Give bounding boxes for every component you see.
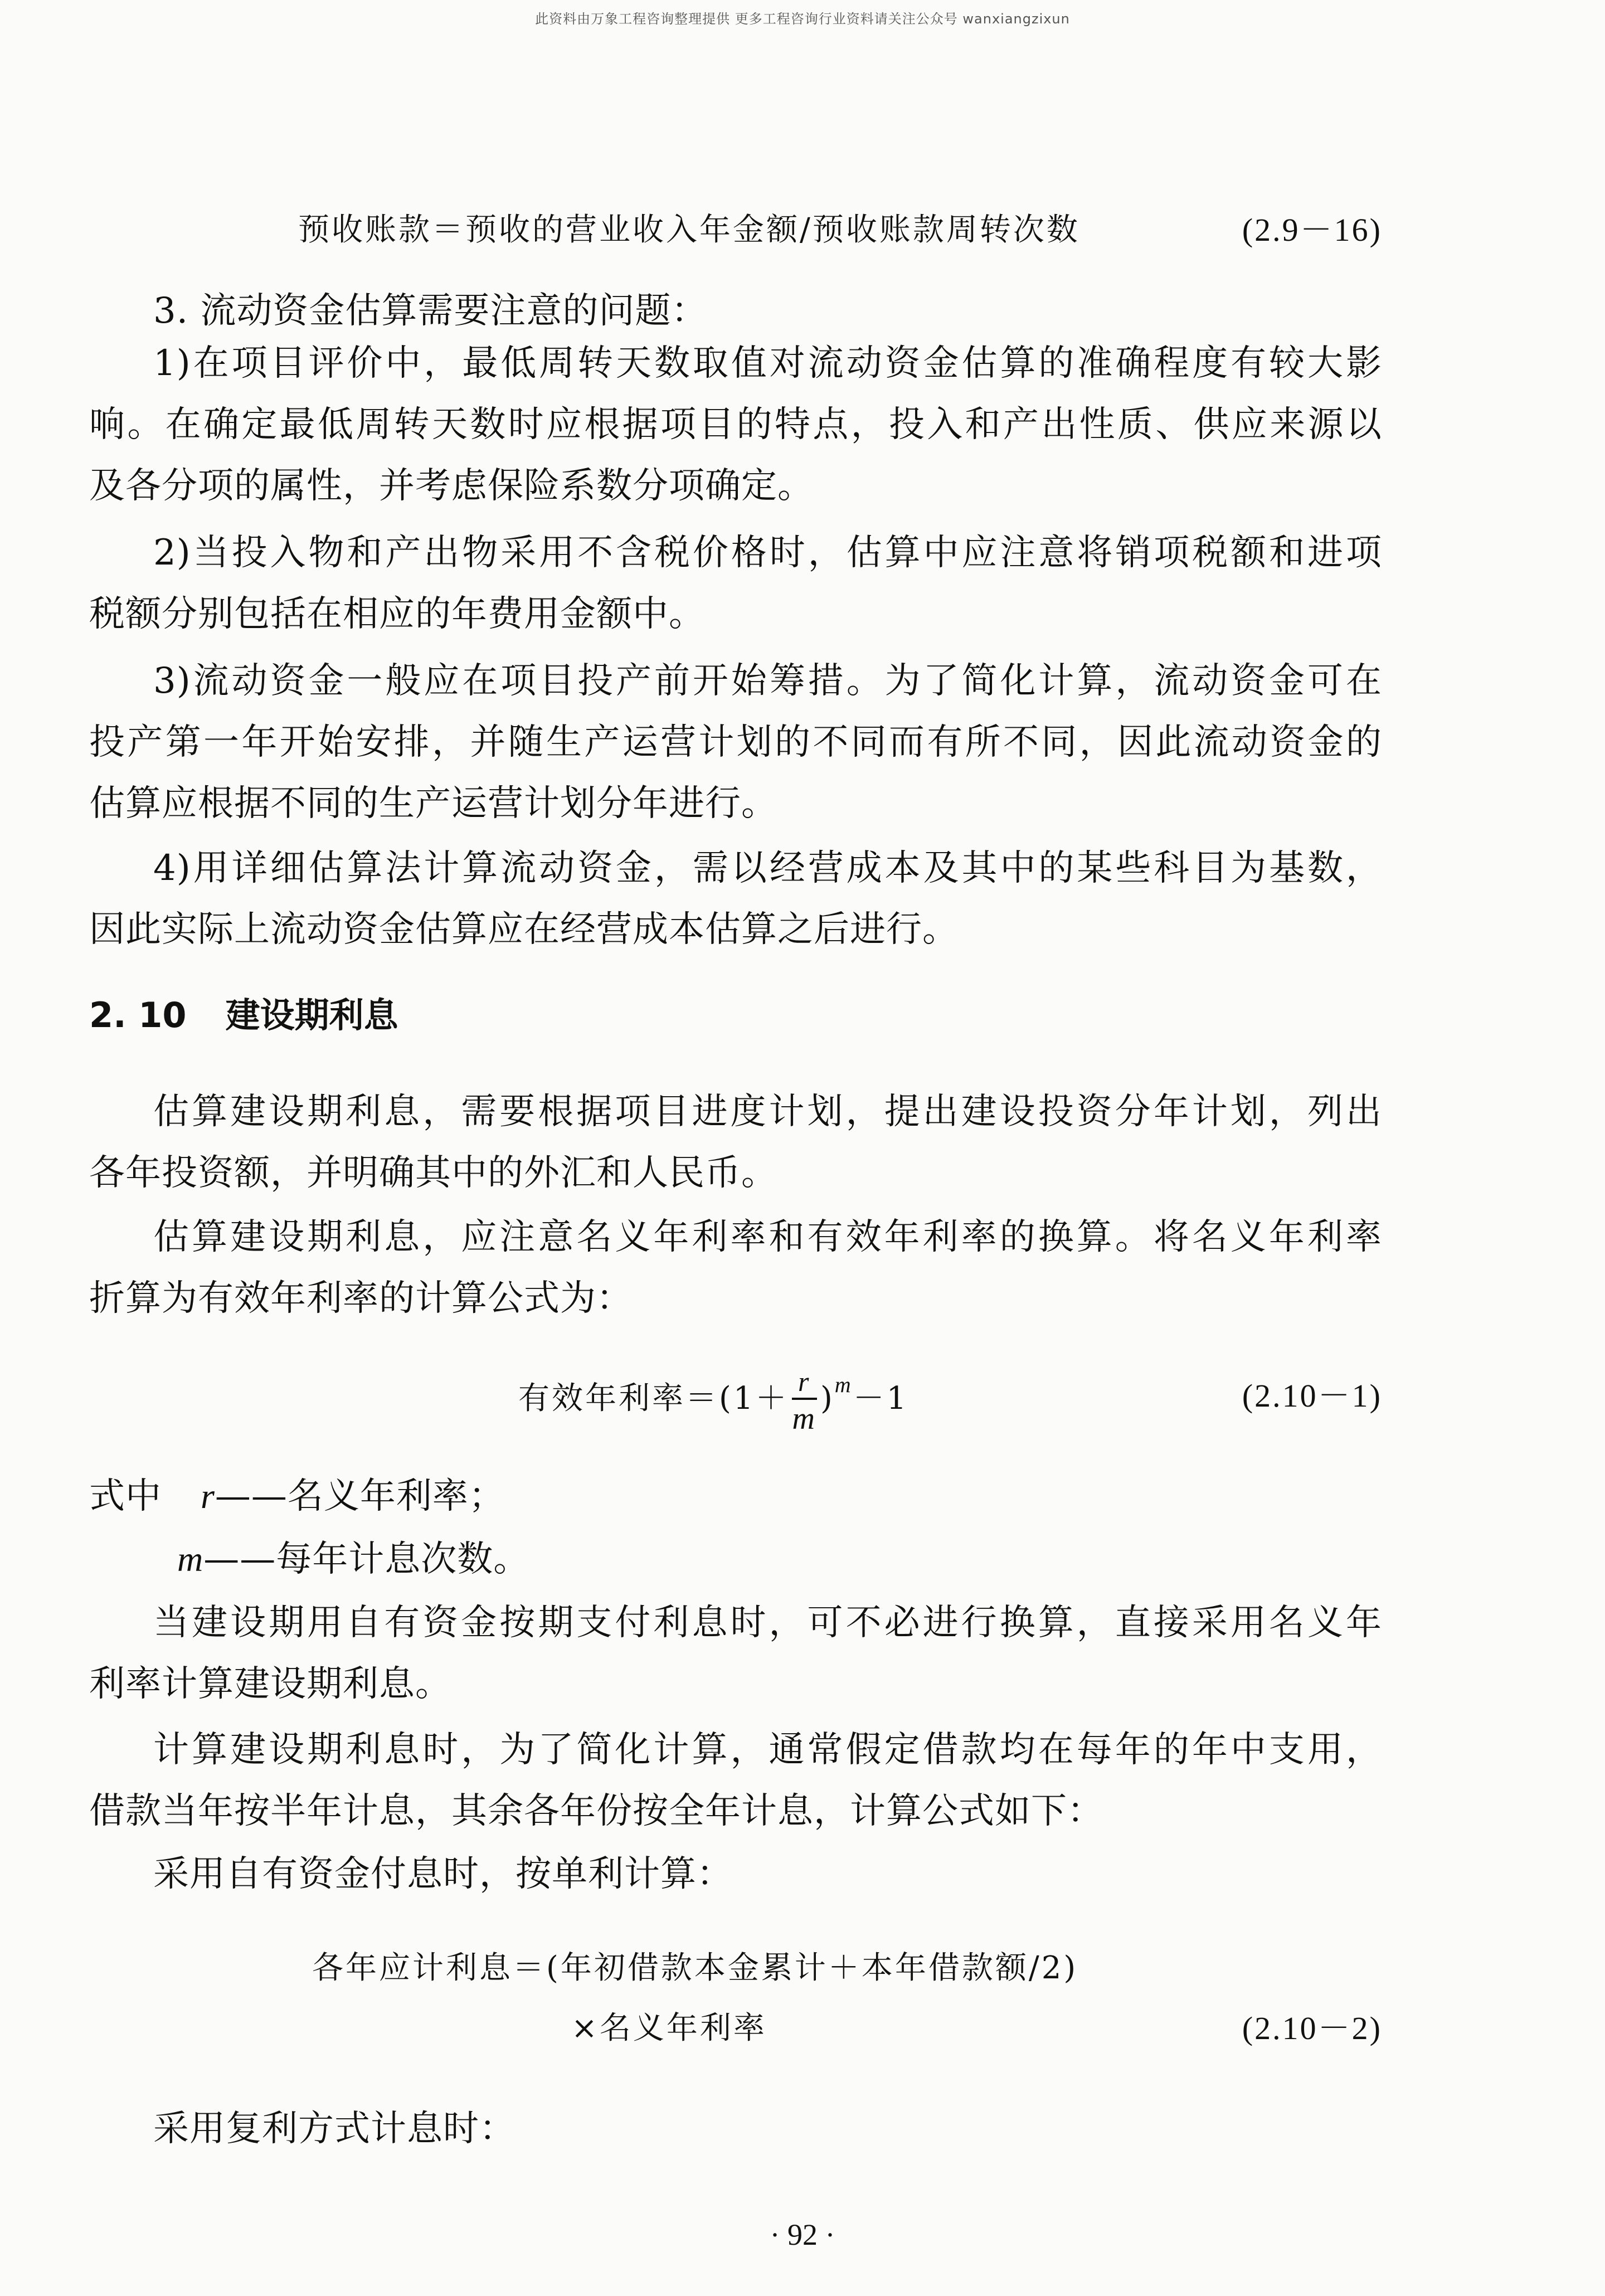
section-2-10-paragraph-5: 采用自有资金付息时，按单利计算： xyxy=(153,1854,733,1895)
variable-r: r xyxy=(201,1476,215,1516)
item-3-paragraph-3-line-3: 估算应根据不同的生产运营计划分年进行。 xyxy=(89,783,777,824)
item-3-paragraph-4-line-1: 4)用详细估算法计算流动资金，需以经营成本及其中的某些科目为基数， xyxy=(153,848,1382,889)
formula-2-10-1-exponent: m xyxy=(834,1372,853,1397)
document-header-note: 此资料由万象工程咨询整理提供 更多工程咨询行业资料请关注公众号 wanxiangzixun xyxy=(535,11,1070,27)
item-3-paragraph-3-line-2: 投产第一年开始安排，并随生产运营计划的不同而有所不同，因此流动资金的 xyxy=(89,722,1382,763)
section-heading xyxy=(89,993,398,1038)
item-3-title: 3. 流动资金估算需要注意的问题： xyxy=(153,290,708,332)
item-3-paragraph-2-line-1: 2)当投入物和产出物采用不含税价格时，估算中应注意将销项税额和进项 xyxy=(153,532,1382,573)
formula-2-10-2-number: (2.10－2) xyxy=(1242,2010,1382,2046)
section-2-10-paragraph-2-line-1: 估算建设期利息，应注意名义年利率和有效年利率的换算。将名义年利率 xyxy=(153,1217,1382,1258)
fraction-r-over-m xyxy=(792,1365,817,1436)
where-label: 式中 xyxy=(89,1476,162,1517)
variable-m-description: ——每年计息次数。 xyxy=(203,1539,530,1580)
section-2-10-paragraph-3-line-1: 当建设期用自有资金按期支付利息时，可不必进行换算，直接采用名义年 xyxy=(153,1602,1382,1643)
section-2-10-paragraph-4-line-2: 借款当年按半年计息，其余各年份按全年计息，计算公式如下： xyxy=(89,1791,1103,1832)
item-3-paragraph-2-line-2: 税额分别包括在相应的年费用金额中。 xyxy=(89,594,705,635)
section-2-10-paragraph-1-line-2: 各年投资额，并明确其中的外汇和人民币。 xyxy=(89,1152,777,1194)
section-2-10-paragraph-3-line-2: 利率计算建设期利息。 xyxy=(89,1663,451,1705)
where-r-line xyxy=(89,1474,1382,1519)
where-m-line xyxy=(177,1537,1348,1582)
section-number: 2. 10 xyxy=(89,995,187,1035)
item-3-paragraph-1-line-2: 响。在确定最低周转天数时应根据项目的特点，投入和产出性质、供应来源以 xyxy=(89,404,1382,445)
item-3-paragraph-1-line-1: 1)在项目评价中，最低周转天数取值对流动资金估算的准确程度有较大影 xyxy=(153,343,1382,384)
section-2-10-paragraph-6: 采用复利方式计息时： xyxy=(153,2108,515,2149)
variable-r-description: ——名义年利率； xyxy=(215,1476,505,1517)
item-3-paragraph-4-line-2: 因此实际上流动资金估算应在经营成本估算之后进行。 xyxy=(89,909,959,950)
page-number: · 92 · xyxy=(770,2218,835,2251)
fraction-denominator: m xyxy=(792,1401,817,1436)
formula-2-10-1-number: (2.10－1) xyxy=(1242,1378,1382,1414)
section-2-10-paragraph-2-line-2: 折算为有效年利率的计算公式为： xyxy=(89,1278,633,1319)
formula-2-10-1: 有效年利率＝(1＋ $\frac{r}{m}$ )$^m$－1 xyxy=(518,1365,909,1436)
item-3-paragraph-3-line-1: 3)流动资金一般应在项目投产前开始筹措。为了简化计算，流动资金可在 xyxy=(153,660,1382,702)
formula-2-10-2-line-2: ×名义年利率 xyxy=(571,2010,767,2046)
section-2-10-paragraph-4-line-1: 计算建设期利息时，为了简化计算，通常假定借款均在每年的年中支用， xyxy=(153,1729,1382,1770)
formula-2-10-2-line-1: 各年应计利息＝(年初借款本金累计＋本年借款额/2) xyxy=(312,1950,1078,1986)
variable-m: m xyxy=(177,1539,204,1579)
formula-2-9-16: 预收账款＝预收的营业收入年金额/预收账款周转次数 xyxy=(298,212,1080,248)
section-title: 建设期利息 xyxy=(225,995,398,1035)
formula-2-10-1-lhs: 有效年利率＝(1＋ xyxy=(518,1380,789,1417)
item-3-paragraph-1-line-3: 及各分项的属性，并考虑保险系数分项确定。 xyxy=(89,465,814,507)
formula-2-9-16-number: (2.9－16) xyxy=(1242,212,1382,248)
section-2-10-paragraph-1-line-1: 估算建设期利息，需要根据项目进度计划，提出建设投资分年计划，列出 xyxy=(153,1091,1382,1132)
fraction-numerator: r xyxy=(792,1368,816,1400)
formula-2-10-1-tail: －1 xyxy=(853,1380,909,1417)
